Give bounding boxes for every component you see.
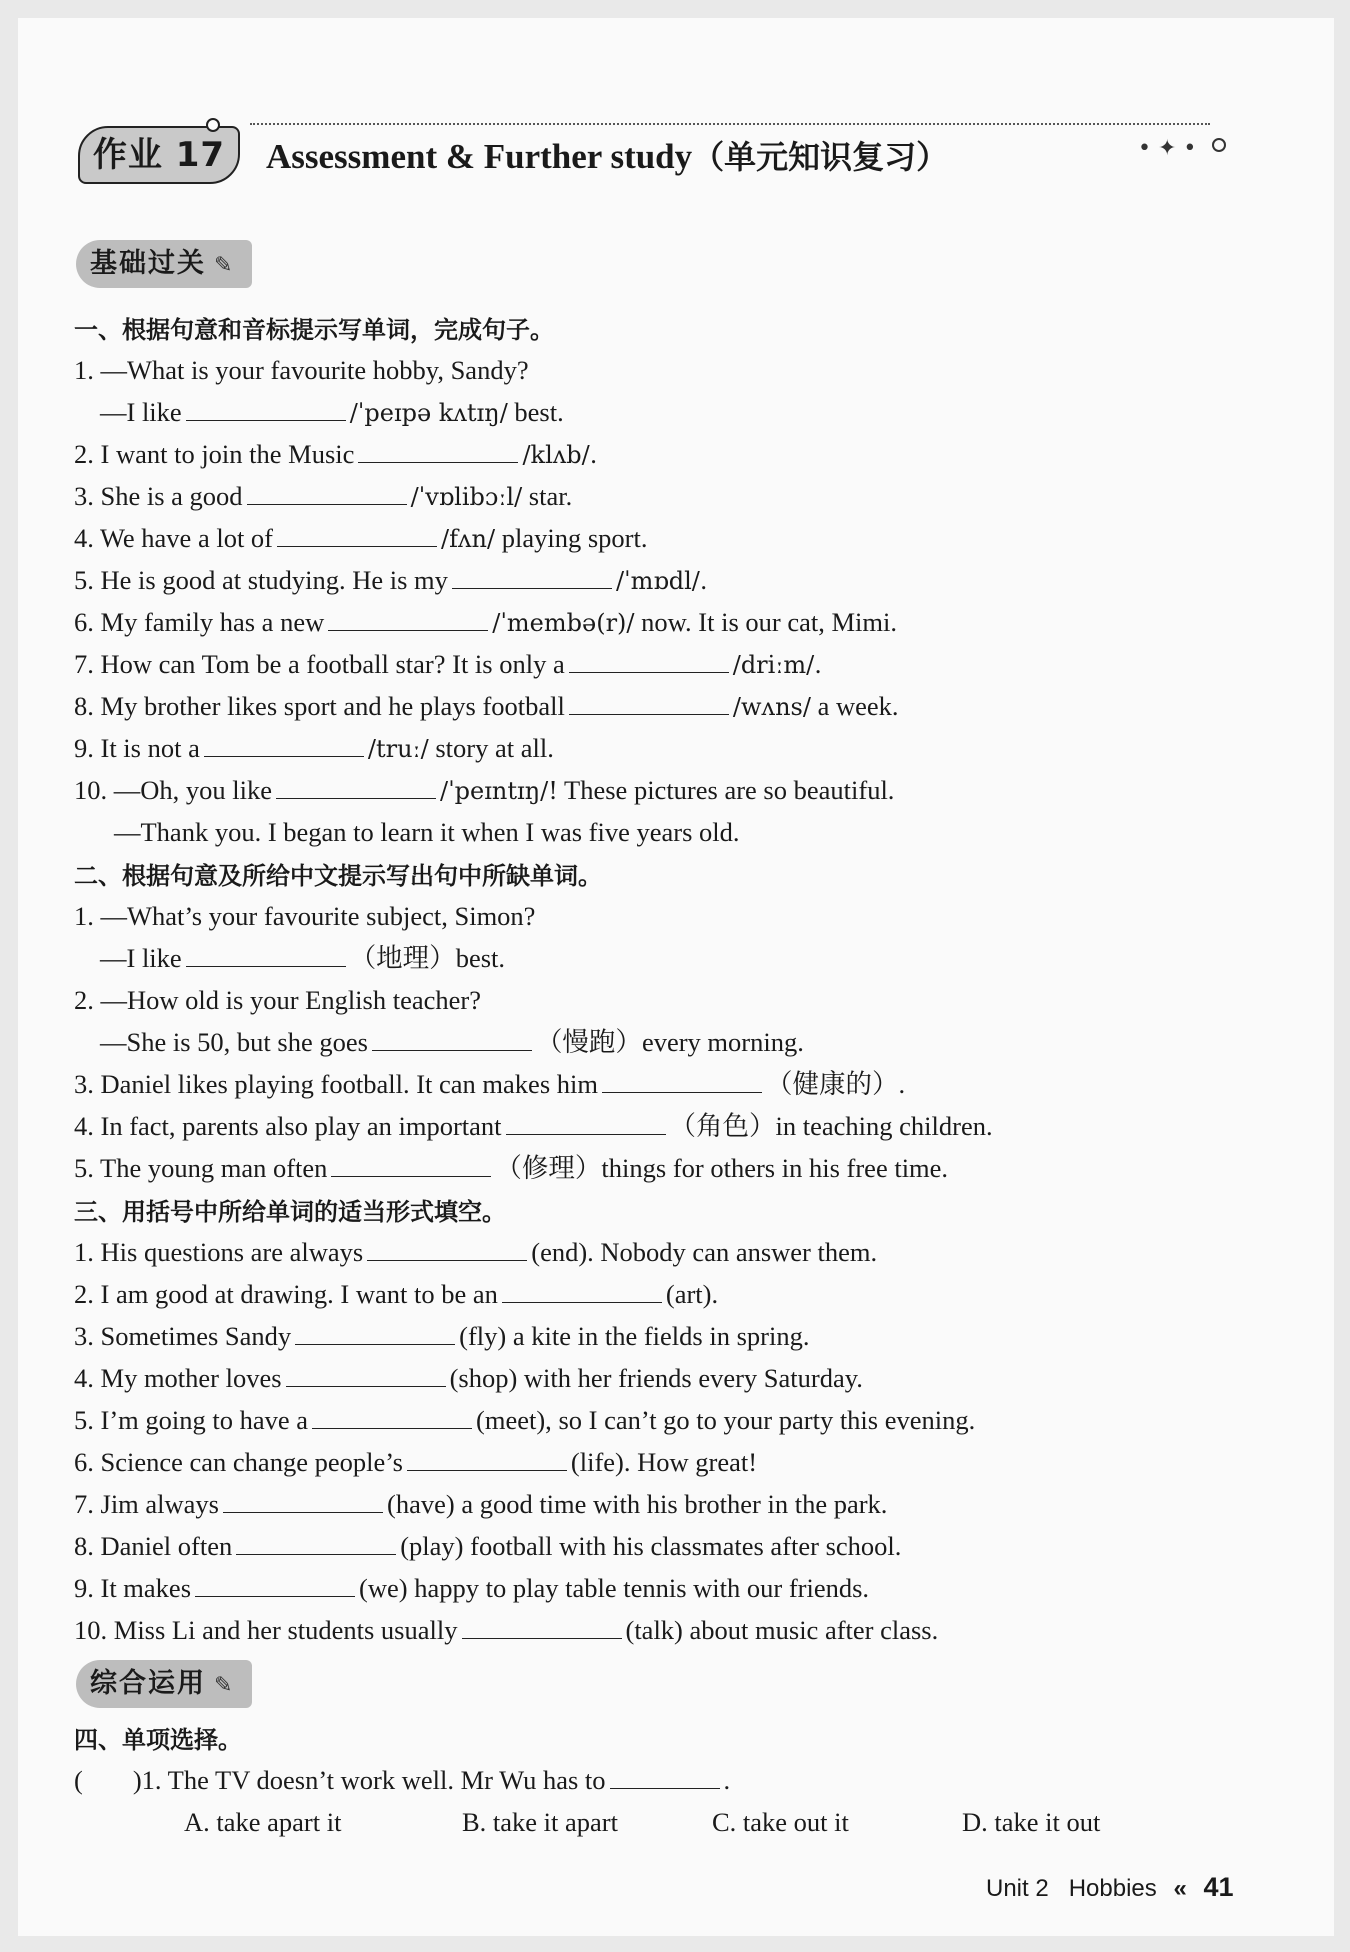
pencil-icon: ✎ (214, 253, 233, 278)
answer-blank[interactable] (331, 1152, 491, 1177)
dotted-divider (250, 123, 1210, 125)
page-number: 41 (1203, 1872, 1234, 1902)
answer-blank[interactable] (204, 732, 364, 757)
worksheet-page (18, 18, 1334, 1936)
part2-q2-answer: —She is 50, but she goes （慢跑）every morning. (100, 1027, 804, 1057)
page-footer (986, 1872, 1234, 1903)
sparkle-icon: • ✦ • (1138, 136, 1197, 161)
title-english: Assessment & Further study (266, 137, 693, 176)
part4-q1: ( )1. The TV doesn’t work well. Mr Wu has to . (74, 1765, 731, 1795)
option-d[interactable]: D. take it out (962, 1807, 1101, 1837)
part1-q10: 10. —Oh, you like /ˈpeɪntɪŋ/! These pictures are so beautiful. (74, 775, 895, 805)
part3-q6: 6. Science can change people’s (life). How great! (74, 1447, 758, 1477)
answer-blank[interactable] (407, 1446, 567, 1471)
part3-q5: 5. I’m going to have a (meet), so I can’t go to your party this evening. (74, 1405, 976, 1435)
answer-blank[interactable] (462, 1614, 622, 1639)
part1-q10-reply: —Thank you. I began to learn it when I was five years old. (114, 817, 740, 847)
part1-heading: 一、根据句意和音标提示写单词，完成句子。 (74, 316, 554, 344)
answer-blank[interactable] (602, 1068, 762, 1093)
part2-q5: 5. The young man often （修理）things for others in his free time. (74, 1153, 949, 1183)
part2-q4: 4. In fact, parents also play an important （角色）in teaching children. (74, 1111, 993, 1141)
part3-q10: 10. Miss Li and her students usually (talk) about music after class. (74, 1615, 939, 1645)
circle-end-icon (1212, 138, 1226, 152)
part1-q1: 1. —What is your favourite hobby, Sandy? (74, 355, 529, 385)
answer-blank[interactable] (276, 774, 436, 799)
assignment-badge: 作业 17 (78, 126, 240, 184)
answer-blank[interactable] (610, 1764, 720, 1789)
part1-q2: 2. I want to join the Music /klʌb/. (74, 439, 598, 469)
part4-heading: 四、单项选择。 (74, 1726, 242, 1754)
answer-blank[interactable] (358, 438, 518, 463)
section-basic-label: 基础过关 (90, 248, 206, 279)
section-basic-banner (76, 240, 252, 288)
part1-q3: 3. She is a good /ˈvɒlibɔːl/ star. (74, 481, 573, 511)
sparkle-pen-icon: ✎ (214, 1673, 233, 1698)
part3-q7: 7. Jim always (have) a good time with his brother in the park. (74, 1489, 888, 1519)
answer-blank[interactable] (277, 522, 437, 547)
answer-blank[interactable] (236, 1530, 396, 1555)
part3-q9: 9. It makes (we) happy to play table tennis with our friends. (74, 1573, 870, 1603)
answer-blank[interactable] (502, 1278, 662, 1303)
part3-heading: 三、用括号中所给单词的适当形式填空。 (74, 1198, 506, 1226)
chevron-left-icon: « (1173, 1875, 1187, 1902)
answer-blank[interactable] (247, 480, 407, 505)
part2-q2: 2. —How old is your English teacher? (74, 985, 481, 1015)
option-a[interactable]: A. take apart it (184, 1807, 342, 1837)
answer-blank[interactable] (312, 1404, 472, 1429)
part1-q9: 9. It is not a /truː/ story at all. (74, 733, 554, 763)
answer-blank[interactable] (295, 1320, 455, 1345)
answer-blank[interactable] (569, 648, 729, 673)
option-b[interactable]: B. take it apart (462, 1807, 618, 1837)
answer-blank[interactable] (195, 1572, 355, 1597)
badge-ring-icon (206, 118, 220, 132)
answer-blank[interactable] (569, 690, 729, 715)
part2-q1-answer: —I like （地理）best. (100, 943, 505, 973)
answer-blank[interactable] (506, 1110, 666, 1135)
part3-q2: 2. I am good at drawing. I want to be an (art). (74, 1279, 719, 1309)
option-c[interactable]: C. take out it (712, 1807, 849, 1837)
answer-blank[interactable] (223, 1488, 383, 1513)
part2-q1: 1. —What’s your favourite subject, Simon? (74, 901, 536, 931)
answer-blank[interactable] (186, 942, 346, 967)
part1-q6: 6. My family has a new /ˈmembə(r)/ now. It is our cat, Mimi. (74, 607, 898, 637)
title-chinese: （单元知识复习） (692, 138, 949, 176)
part3-q4: 4. My mother loves (shop) with her friends every Saturday. (74, 1363, 863, 1393)
footer-topic: Hobbies (1068, 1875, 1157, 1902)
part1-q7: 7. How can Tom be a football star? It is only a /driːm/. (74, 649, 822, 679)
part1-q4: 4. We have a lot of /fʌn/ playing sport. (74, 523, 648, 553)
part2-heading: 二、根据句意及所给中文提示写出句中所缺单词。 (74, 862, 602, 890)
part2-q3: 3. Daniel likes playing football. It can makes him （健康的）. (74, 1069, 906, 1099)
part1-q1-answer: —I like /ˈpeɪpə kʌtɪŋ/ best. (100, 397, 564, 427)
answer-blank[interactable] (372, 1026, 532, 1051)
part1-q5: 5. He is good at studying. He is my /ˈmɒdl/. (74, 565, 708, 595)
answer-blank[interactable] (452, 564, 612, 589)
assignment-header (78, 118, 1228, 192)
answer-blank[interactable] (186, 396, 346, 421)
part3-q3: 3. Sometimes Sandy (fly) a kite in the fields in spring. (74, 1321, 810, 1351)
part3-q8: 8. Daniel often (play) football with his classmates after school. (74, 1531, 902, 1561)
part1-q8: 8. My brother likes sport and he plays football /wʌns/ a week. (74, 691, 899, 721)
section-integrated-label: 综合运用 (90, 1668, 206, 1699)
part3-q1: 1. His questions are always (end). Nobody can answer them. (74, 1237, 878, 1267)
answer-blank[interactable] (286, 1362, 446, 1387)
footer-unit: Unit 2 (986, 1875, 1049, 1902)
section-integrated-banner (76, 1660, 252, 1708)
answer-blank[interactable] (367, 1236, 527, 1261)
page-title (266, 132, 948, 178)
answer-blank[interactable] (328, 606, 488, 631)
